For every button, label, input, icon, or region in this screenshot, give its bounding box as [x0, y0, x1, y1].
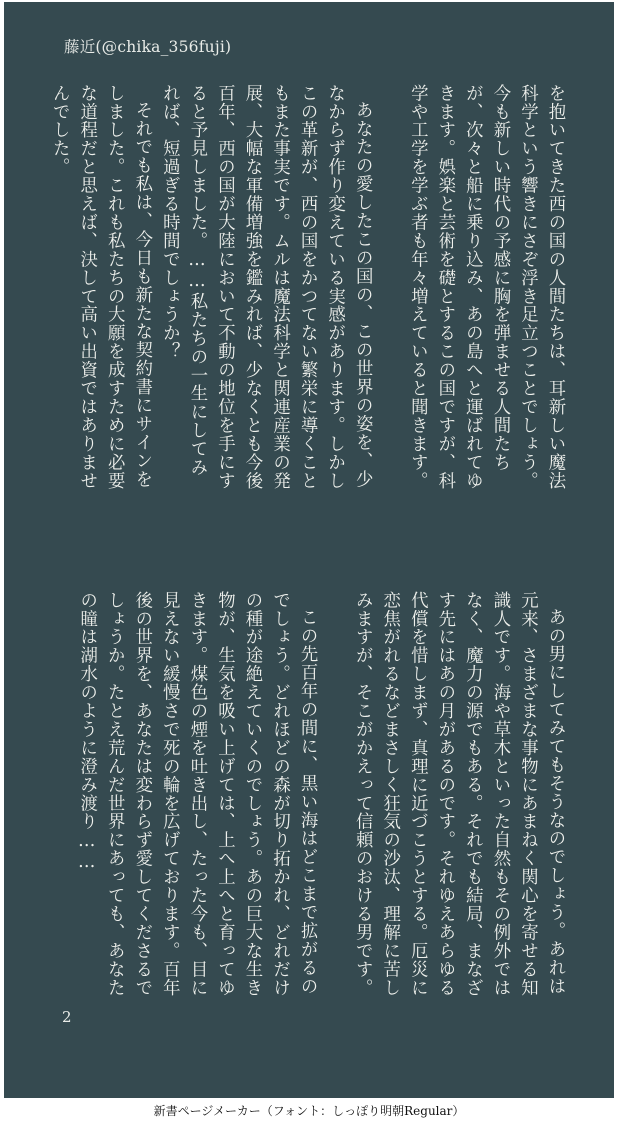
generator-caption: 新書ページメーカー（フォント：しっぽり明朝Regular） — [153, 1104, 465, 1118]
paragraph-gap — [375, 84, 403, 494]
text-block-top — [49, 84, 568, 494]
paragraph: この先百年の間に、黒い海はどこまで拡がるのでしょう。どれほどの森が切り拓かれ、どれだけの種が途絶えていくのでしょう。あの巨大な生き物が、生気を吸い上げては、上へ上へと育ってゆきます。煤色の煙を吐き出し、たった今も、目に見えない緩慢さで死の輪を広げております。百年後の世界を、あなたは変わらず愛してくださるでしょうか。たとえ荒んだ世界にあっても、あなたの瞳は湖水のように澄み渡り…… — [76, 591, 318, 997]
paragraph-continued: を抱いてきた西の国の人間たちは、耳新しい魔法科学という響きにさぞ浮き足立つことでしょう。今も新しい時代の予感に胸を弾ませる人間たちが、次々と船に乗り込み、あの島へと運ばれてゆきます。娯楽と芸術を礎とするこの国ですが、科学や工学を学ぶ者も年々増えていると聞きます。 — [407, 84, 565, 490]
book-page — [4, 2, 614, 1098]
author-credit: 藤近(@chika_356fuji) — [64, 38, 232, 56]
paragraph: それでも私は、今日も新たな契約書にサインをしました。これも私たちの大願を成すために必要な道程だと思えば、決して高い出資ではありませんでした。 — [49, 84, 152, 490]
page-number: 2 — [62, 1008, 72, 1026]
text-block-bottom — [63, 591, 568, 1001]
paragraph: あの男にしてみてもそうなのでしょう。あれは元来、さまざまな事物にあまねく関心を寄せる知識人です。海や草木といった自然もその例外ではなく、魔力の源でもある。それでも結局、まなざす先にはあの月があるのです。それゆえあらゆる代償を惜しまず、真理に近づこうとする。厄災に恋焦がれるなどまさしく狂気の沙汰、理解に苦しみますが、そこがかえって信頼のおける男です。 — [352, 591, 565, 997]
paragraph: あなたの愛したこの国の、この世界の姿を、少なからず作り変えている実感があります。しかしこの革新が、西の国をかつてない繁栄に導くこともまた事実です。ムルは魔法科学と関連産業の発展、大幅な軍備増強を鑑みれば、少なくとも今後百年、西の国が大陸において不動の地位を手にすると予見しました。……私たちの一生にしてみれば、短過ぎる時間でしょうか？ — [159, 84, 373, 490]
paragraph-gap — [320, 591, 348, 1001]
